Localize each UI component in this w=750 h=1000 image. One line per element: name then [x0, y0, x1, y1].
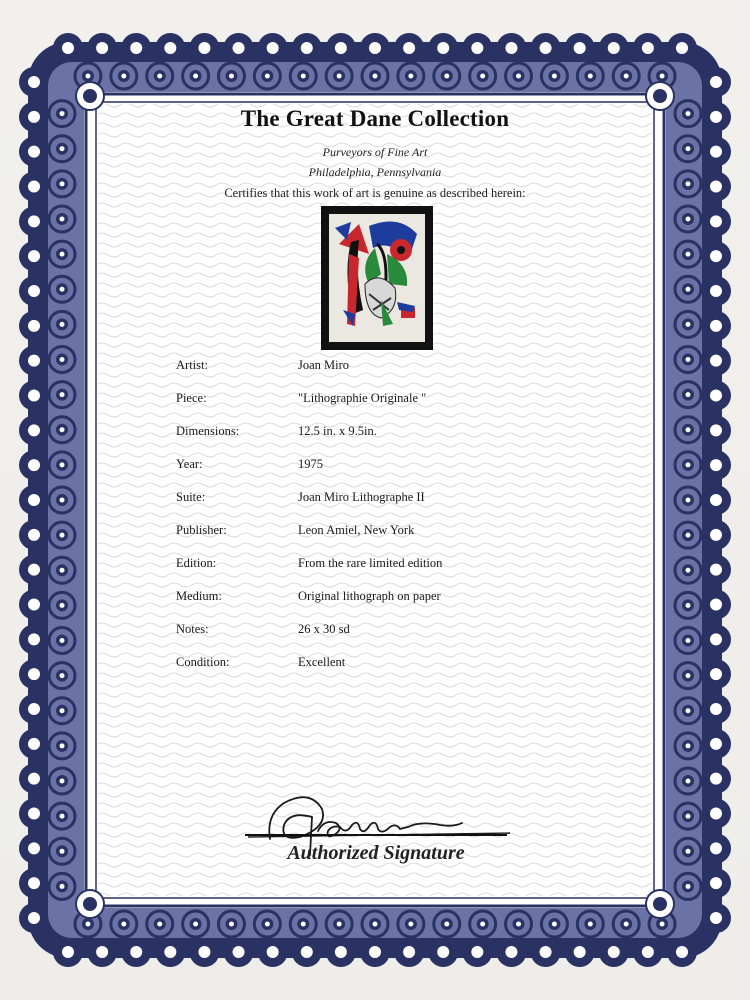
- authorized-signature-label: Authorized Signature: [287, 842, 465, 864]
- detail-label: Artist:: [176, 358, 208, 372]
- detail-label: Medium:: [176, 589, 222, 603]
- artwork-thumbnail: [321, 206, 433, 350]
- signature-line: [245, 834, 507, 836]
- detail-value: Joan Miro: [298, 358, 350, 372]
- detail-label: Dimensions:: [176, 424, 240, 438]
- detail-value: 12.5 in. x 9.5in.: [298, 424, 377, 438]
- detail-label: Piece:: [176, 391, 207, 405]
- collection-title: The Great Dane Collection: [240, 106, 510, 131]
- detail-label: Publisher:: [176, 523, 227, 537]
- artwork-image: [329, 214, 425, 342]
- detail-value: Joan Miro Lithographe II: [298, 490, 425, 504]
- detail-value: Excellent: [298, 655, 346, 669]
- collection-location: Philadelphia, Pennsylvania: [308, 165, 442, 179]
- collection-subtitle: Purveyors of Fine Art: [322, 145, 428, 159]
- detail-value: Leon Amiel, New York: [298, 523, 415, 537]
- detail-label: Suite:: [176, 490, 206, 504]
- detail-label: Condition:: [176, 655, 230, 669]
- detail-value: Original lithograph on paper: [298, 589, 441, 603]
- detail-value: 1975: [298, 457, 323, 471]
- detail-value: 26 x 30 sd: [298, 622, 350, 636]
- certification-statement: Certifies that this work of art is genuine as described herein:: [224, 186, 526, 200]
- detail-label: Notes:: [176, 622, 209, 636]
- detail-value: "Lithographie Originale ": [298, 391, 427, 405]
- detail-value: From the rare limited edition: [298, 556, 443, 570]
- detail-label: Year:: [176, 457, 203, 471]
- detail-label: Edition:: [176, 556, 217, 570]
